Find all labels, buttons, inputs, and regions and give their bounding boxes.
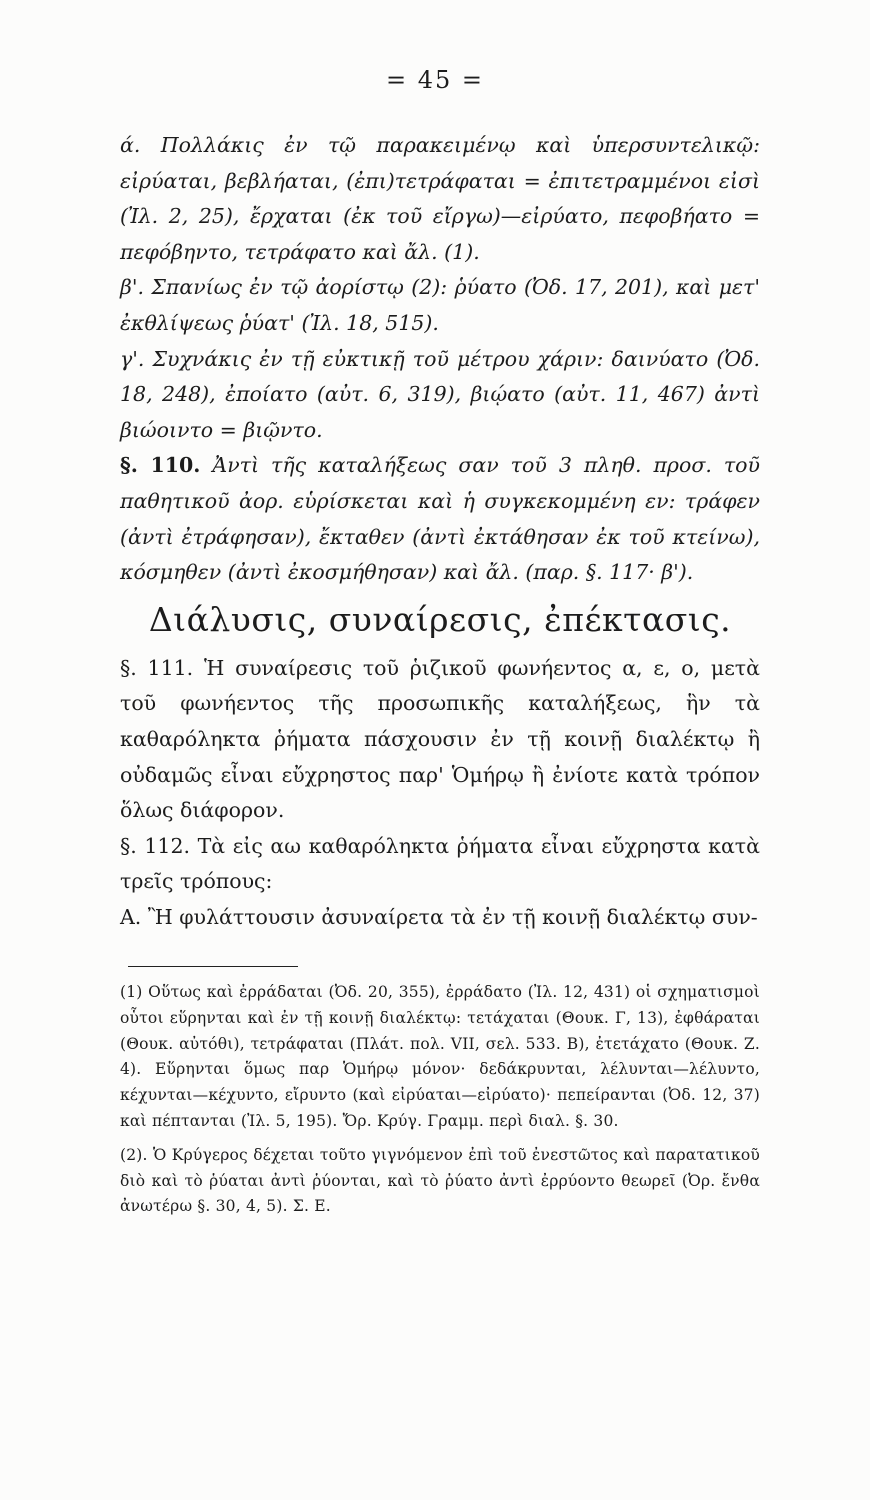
footnote-rule xyxy=(128,966,298,967)
section-110-number: §. 110. xyxy=(120,453,201,478)
section-112 xyxy=(120,829,760,900)
section-111-number: §. 111. xyxy=(120,655,194,680)
section-112-number: §. 112. xyxy=(120,833,190,858)
paragraph-b: β'. Σπανίως ἐν τῷ ἀορίστῳ (2): ῥύατο (Ὀδ. 17, 201), καὶ μετ' ἐκθλίψεως ῥύατ' (Ἰλ. 18, 515). xyxy=(120,275,760,335)
section-111 xyxy=(120,651,760,829)
footnote-1: (1) Οὕτως καὶ ἐρράδαται (Ὀδ. 20, 355), ἐρράδατο (Ἰλ. 12, 431) οἱ σχηματισμοὶ οὗτοι εὕρηνται καὶ ἐν τῇ κοινῇ διαλέκτῳ: τετάχαται (Θουκ. Γ, 13), ἐφθάραται (Θουκ. αὐτόθι), τετράφαται (Πλάτ. πολ. VII, σελ. 533. Β), ἐτετάχατο (Θουκ. Ζ. 4). Εὕρηνται ὅμως παρ Ὁμήρῳ μόνον· δεδάκρυνται, λέλυνται—λέλυντο, κέχυνται—κέχυντο, εἴρυντο (καὶ εἰρύαται—εἰρύατο)· πεπείρανται (Ὀδ. 12, 37) καὶ πέπτανται (Ἰλ. 5, 195). Ὄρ. Κρύγ. Γραμμ. περὶ διαλ. §. 30. xyxy=(120,983,760,1130)
section-110 xyxy=(120,448,760,590)
section-heading: Διάλυσις, συναίρεσις, ἐπέκτασις. xyxy=(148,599,732,639)
paragraph-a: ά. Πολλάκις ἐν τῷ παρακειμένῳ καὶ ὑπερσυντελικῷ: εἰρύαται, βεβλήαται, (ἐπι)τετράφαται = ἐπιτετραμμένοι εἰσὶ (Ἰλ. 2, 25), ἔρχαται (ἐκ τοῦ εἴργω)—εἰρύατο, πεφοβήατο = πεφόβηντο, τετράφατο καὶ ἄλ. (1). xyxy=(120,133,760,264)
page-number: = 45 = xyxy=(385,66,484,94)
section-110-text: Ἀντὶ τῆς καταλήξεως σαν τοῦ 3 πληθ. προσ. τοῦ παθητικοῦ ἀορ. εὑρίσκεται καὶ ἡ συγκεκομμένη εν: τράφεν (ἀντὶ ἐτράφησαν), ἔκταθεν (ἀντὶ ἐκτάθησαν ἐκ τοῦ κτείνω), κόσμηθεν (ἀντὶ ἐκοσμήθησαν) καὶ ἄλ. (παρ. §. 117· β'). xyxy=(120,453,760,585)
footnote-2: (2). Ὁ Κρύγερος δέχεται τοῦτο γιγνόμενον ἐπὶ τοῦ ἐνεστῶτος καὶ παρατατικοῦ διὸ καὶ τὸ ῥύαται ἀντὶ ῥύονται, καὶ τὸ ῥύατο ἀντὶ ἐρρύοντο θεωρεῖ (Ὀρ. ἔνθα ἀνωτέρω §. 30, 4, 5). Σ. Ε. xyxy=(120,1145,760,1216)
paragraph-c: γ'. Συχνάκις ἐν τῇ εὐκτικῇ τοῦ μέτρου χάριν: δαινύατο (Ὀδ. 18, 248), ἐποίατο (αὐτ. 6, 319), βιῴατο (αὐτ. 11, 467) ἀντὶ βιώοιντο = βιῷντο. xyxy=(120,346,760,442)
main-text xyxy=(120,128,760,935)
section-112-text: Τὰ εἰς αω καθαρόληκτα ῥήματα εἶναι εὔχρηστα κατὰ τρεῖς τρόπους: xyxy=(120,833,760,894)
paragraph-A: Α. Ἢ φυλάττουσιν ἀσυναίρετα τὰ ἐν τῇ κοινῇ διαλέκτῳ συν- xyxy=(120,904,758,929)
footnotes xyxy=(120,980,760,1220)
section-111-text: Ἡ συναίρεσις τοῦ ῥιζικοῦ φωνήεντος α, ε, ο, μετὰ τοῦ φωνήεντος τῆς προσωπικῆς καταλήξεως, ἣν τὰ καθαρόληκτα ῥήματα πάσχουσιν ἐν τῇ κοινῇ διαλέκτῳ ἢ οὐδαμῶς εἶναι εὔχρηστος παρ' Ὁμήρῳ ἢ ἐνίοτε κατὰ τρόπον ὅλως διάφορον. xyxy=(120,655,760,823)
